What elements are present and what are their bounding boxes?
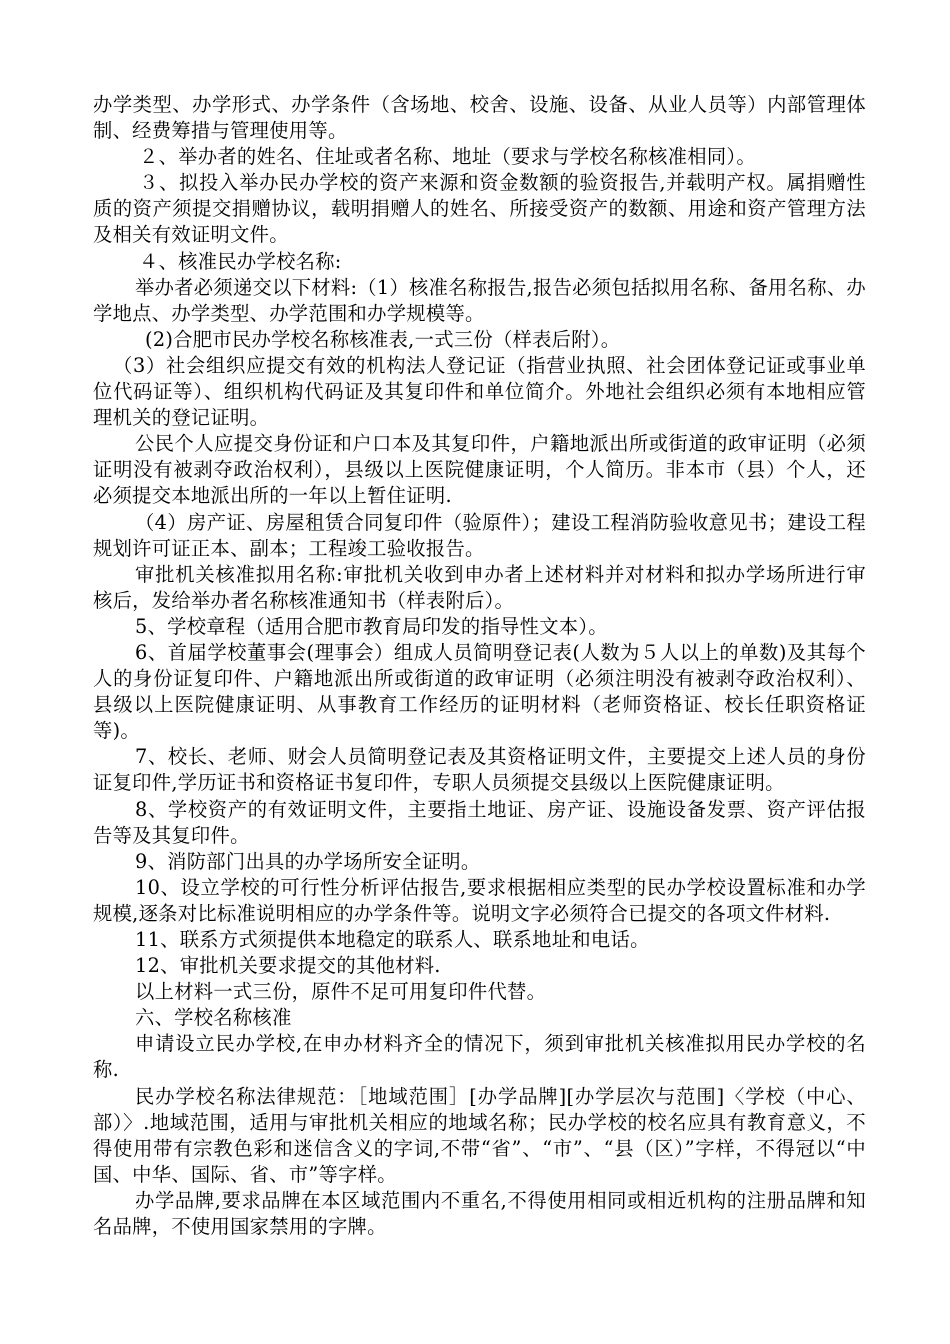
paragraph-school-type-continuation: 办学类型、办学形式、办学条件（含场地、校舍、设施、设备、从业人员等）内部管理体制、经费筹措与管理使用等。 xyxy=(93,93,866,143)
paragraph-item-10: 10、设立学校的可行性分析评估报告,要求根据相应类型的民办学校设置标准和办学规模,逐条对比标准说明相应的办学条件等。说明文字必须符合已提交的各项文件材料. xyxy=(93,875,866,925)
paragraph-material-4: （4）房产证、房屋租赁合同复印件（验原件）；建设工程消防验收意见书；建设工程规划许可证正本、副本；工程竣工验收报告。 xyxy=(93,510,866,560)
paragraph-item-4-heading: ４、核准民办学校名称: xyxy=(139,249,342,273)
section-heading-name-approval: 六、学校名称核准 xyxy=(135,1006,292,1030)
paragraph-item-6: 6、首届学校董事会(理事会）组成人员简明登记表(人数为５人以上的单数)及其每个人的身份证复印件、户籍地派出所或街道的政审证明（必须注明没有被剥夺政治权利）、县级以上医院健康证明、从事教育工作经历的证明材料（老师资格证、校长任职资格证等)。 xyxy=(93,640,866,743)
paragraph-brand-rules: 办学品牌,要求品牌在本区域范围内不重名,不得使用相同或相近机构的注册品牌和知名品牌，不使用国家禁用的字牌。 xyxy=(93,1188,866,1239)
paragraph-item-3: ３、拟投入举办民办学校的资产来源和资金数额的验资报告,并载明产权。属捐赠性质的资产须提交捐赠协议，载明捐赠人的姓名、所接受资产的数额、用途和资产管理方法及相关有效证明文件。 xyxy=(93,171,866,247)
paragraph-item-2: ２、举办者的姓名、住址或者名称、地址（要求与学校名称核准相同）。 xyxy=(139,145,756,169)
paragraph-item-12: 12、审批机关要求提交的其他材料. xyxy=(135,954,441,978)
paragraph-required-materials: 举办者必须递交以下材料:（1）核准名称报告,报告必须包括拟用名称、备用名称、办学地点、办学类型、办学范围和办学规模等。 xyxy=(93,275,866,325)
paragraph-apply-name: 申请设立民办学校,在申办材料齐全的情况下，须到审批机关核准拟用民办学校的名称. xyxy=(93,1032,866,1082)
paragraph-individual-applicant: 公民个人应提交身份证和户口本及其复印件，户籍地派出所或街道的政审证明（必须证明没有被剥夺政治权利），县级以上医院健康证明，个人简历。非本市（县）个人，还必须提交本地派出所的一年以上暂住证明. xyxy=(93,432,866,508)
paragraph-naming-rules: 民办学校名称法律规范：［地域范围］[办学品牌][办学层次与范围]〈学校（中心、部）〉.地域范围，适用与审批机关相应的地域名称；民办学校的校名应具有教育意义，不得使用带有宗教色彩和迷信含义的字词,不带“省”、“市”、“县（区）”字样，不得冠以“中国、中华、国际、省、市”等字样。 xyxy=(93,1084,866,1186)
paragraph-item-7: 7、校长、老师、财会人员简明登记表及其资格证明文件，主要提交上述人员的身份证复印件,学历证书和资格证书复印件，专职人员须提交县级以上医院健康证明。 xyxy=(93,745,866,795)
paragraph-name-approval: 审批机关核准拟用名称:审批机关收到申办者上述材料并对材料和拟办学场所进行审核后，发给举办者名称核准通知书（样表附后）。 xyxy=(93,562,866,612)
paragraph-material-2: (2)合肥市民办学校名称核准表,一式三份（样表后附）。 xyxy=(145,327,621,351)
document-body xyxy=(93,92,866,1240)
paragraph-material-3: （3）社会组织应提交有效的机构法人登记证（指营业执照、社会团体登记证或事业单位代码证等）、组织机构代码证及其复印件和单位简介。外地社会组织必须有本地相应管理机关的登记证明。 xyxy=(93,353,866,430)
paragraph-item-11: 11、联系方式须提供本地稳定的联系人、联系地址和电话。 xyxy=(135,928,650,951)
paragraph-item-8: 8、学校资产的有效证明文件，主要指土地证、房产证、设施设备发票、资产评估报告等及其复印件。 xyxy=(93,797,866,847)
paragraph-item-9: 9、消防部门出具的办学场所安全证明。 xyxy=(135,849,481,873)
paragraph-copies-note: 以上材料一式三份，原件不足可用复印件代替。 xyxy=(135,980,547,1004)
paragraph-item-5: 5、学校章程（适用合肥市教育局印发的指导性文本）。 xyxy=(135,614,608,638)
